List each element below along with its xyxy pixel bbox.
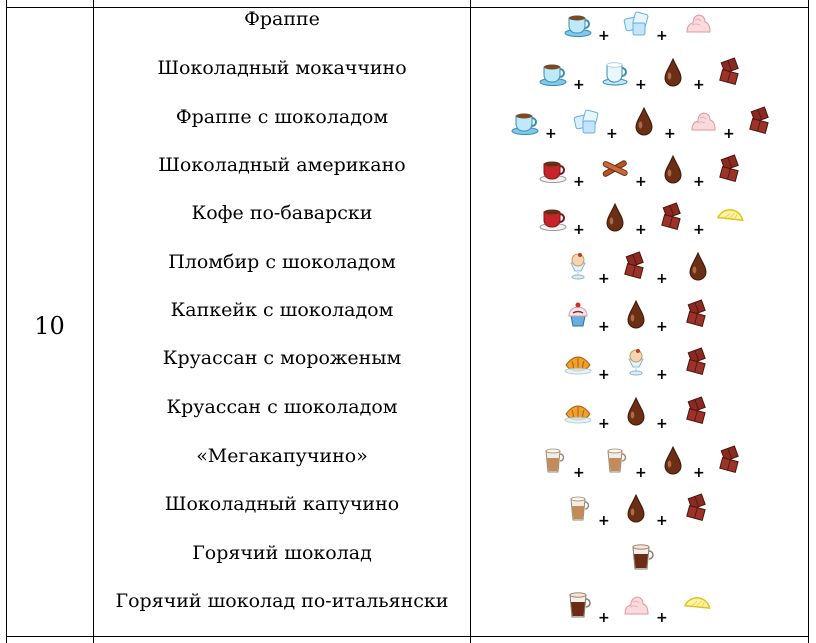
chocolate-pieces-icon [683, 347, 713, 377]
chocolate-pieces-icon [716, 57, 746, 87]
hot-chocolate-glass-icon [626, 542, 656, 572]
ingredient-row [471, 297, 808, 337]
dish-name: Фраппе с шоколадом [175, 106, 389, 128]
dish-name: Шоколадный американо [158, 154, 406, 176]
plus-sign: + [723, 126, 735, 142]
coffee-cup-blue-icon [563, 8, 593, 38]
plus-sign: + [693, 174, 705, 190]
dish-name: Горячий шоколад [192, 542, 372, 564]
chocolate-drop-icon [658, 154, 688, 184]
plus-sign: + [635, 77, 647, 93]
ingredient-row [471, 6, 808, 46]
dish-name: Капкейк с шоколадом [170, 299, 394, 321]
cappuccino-glass-icon [563, 493, 593, 523]
ingredient-row [471, 394, 808, 434]
plus-sign: + [635, 174, 647, 190]
plus-sign: + [573, 465, 585, 481]
dish-name: Пломбир с шоколадом [168, 251, 396, 273]
coffee-cup-blue-icon [538, 57, 568, 87]
chocolate-pieces-icon [683, 493, 713, 523]
plus-sign: + [656, 610, 668, 626]
chocolate-drop-icon [658, 57, 688, 87]
dish-name: Круассан с мороженым [162, 347, 402, 369]
plus-sign: + [656, 367, 668, 383]
plus-sign: + [656, 271, 668, 287]
dish-name: Круассан с шоколадом [166, 396, 398, 418]
cinnamon-sticks-icon [600, 154, 630, 184]
milk-cup-icon [600, 57, 630, 87]
ice-cubes-icon [571, 106, 601, 136]
table-border-right [808, 0, 809, 643]
cappuccino-glass-icon [600, 445, 630, 475]
chocolate-drop-icon [621, 299, 651, 329]
lemon-slice-icon [683, 590, 713, 620]
whipped-cream-icon [621, 590, 651, 620]
plus-sign: + [598, 513, 610, 529]
coffee-cup-red-icon [538, 154, 568, 184]
croissant-icon [563, 347, 593, 377]
coffee-cup-blue-icon [510, 106, 540, 136]
dish-name: Горячий шоколад по-итальянски [115, 590, 449, 612]
dish-name: Шоколадный капучино [164, 493, 400, 515]
plus-sign: + [656, 28, 668, 44]
level-cell: 10 [34, 312, 65, 340]
ice-cream-sundae-icon [621, 347, 651, 377]
ingredient-row [471, 200, 808, 240]
plus-sign: + [573, 222, 585, 238]
ingredient-row [471, 152, 808, 192]
plus-sign: + [635, 465, 647, 481]
plus-sign: + [598, 367, 610, 383]
ingredient-row [471, 345, 808, 385]
whipped-cream-icon [683, 8, 713, 38]
chocolate-drop-icon [683, 251, 713, 281]
chocolate-drop-icon [621, 493, 651, 523]
plus-sign: + [573, 77, 585, 93]
ice-cream-sundae-icon [563, 251, 593, 281]
chocolate-pieces-icon [746, 106, 776, 136]
plus-sign: + [606, 126, 618, 142]
ingredient-row [471, 540, 808, 580]
whipped-cream-icon [688, 106, 718, 136]
chocolate-drop-icon [621, 396, 651, 426]
chocolate-pieces-icon [683, 299, 713, 329]
ingredient-row [471, 443, 808, 483]
ingredient-row [471, 249, 808, 289]
dish-name: «Мегакапучино» [196, 445, 368, 467]
plus-sign: + [656, 319, 668, 335]
plus-sign: + [545, 126, 557, 142]
croissant-icon [563, 396, 593, 426]
ice-cubes-icon [621, 8, 651, 38]
plus-sign: + [598, 28, 610, 44]
plus-sign: + [573, 174, 585, 190]
ingredient-row [471, 104, 808, 144]
dish-name: Фраппе [244, 8, 320, 30]
plus-sign: + [664, 126, 676, 142]
plus-sign: + [598, 319, 610, 335]
plus-sign: + [598, 271, 610, 287]
chocolate-drop-icon [629, 106, 659, 136]
plus-sign: + [656, 416, 668, 432]
plus-sign: + [693, 465, 705, 481]
hot-chocolate-glass-icon [563, 590, 593, 620]
chocolate-drop-icon [658, 445, 688, 475]
table-border-bottom [6, 636, 809, 637]
dish-name: Кофе по-баварски [191, 202, 373, 224]
cappuccino-glass-icon [538, 445, 568, 475]
chocolate-pieces-icon [683, 396, 713, 426]
ingredient-row [471, 588, 808, 628]
plus-sign: + [693, 77, 705, 93]
ingredient-row [471, 55, 808, 95]
dish-name: Шоколадный мокаччино [157, 57, 407, 79]
plus-sign: + [598, 610, 610, 626]
chocolate-pieces-icon [658, 202, 688, 232]
plus-sign: + [693, 222, 705, 238]
plus-sign: + [635, 222, 647, 238]
plus-sign: + [598, 416, 610, 432]
cupcake-icon [563, 299, 593, 329]
lemon-slice-icon [716, 202, 746, 232]
chocolate-pieces-icon [716, 154, 746, 184]
chocolate-pieces-icon [716, 445, 746, 475]
chocolate-pieces-icon [621, 251, 651, 281]
chocolate-drop-icon [600, 202, 630, 232]
coffee-cup-red-icon [538, 202, 568, 232]
ingredient-row [471, 491, 808, 531]
plus-sign: + [656, 513, 668, 529]
